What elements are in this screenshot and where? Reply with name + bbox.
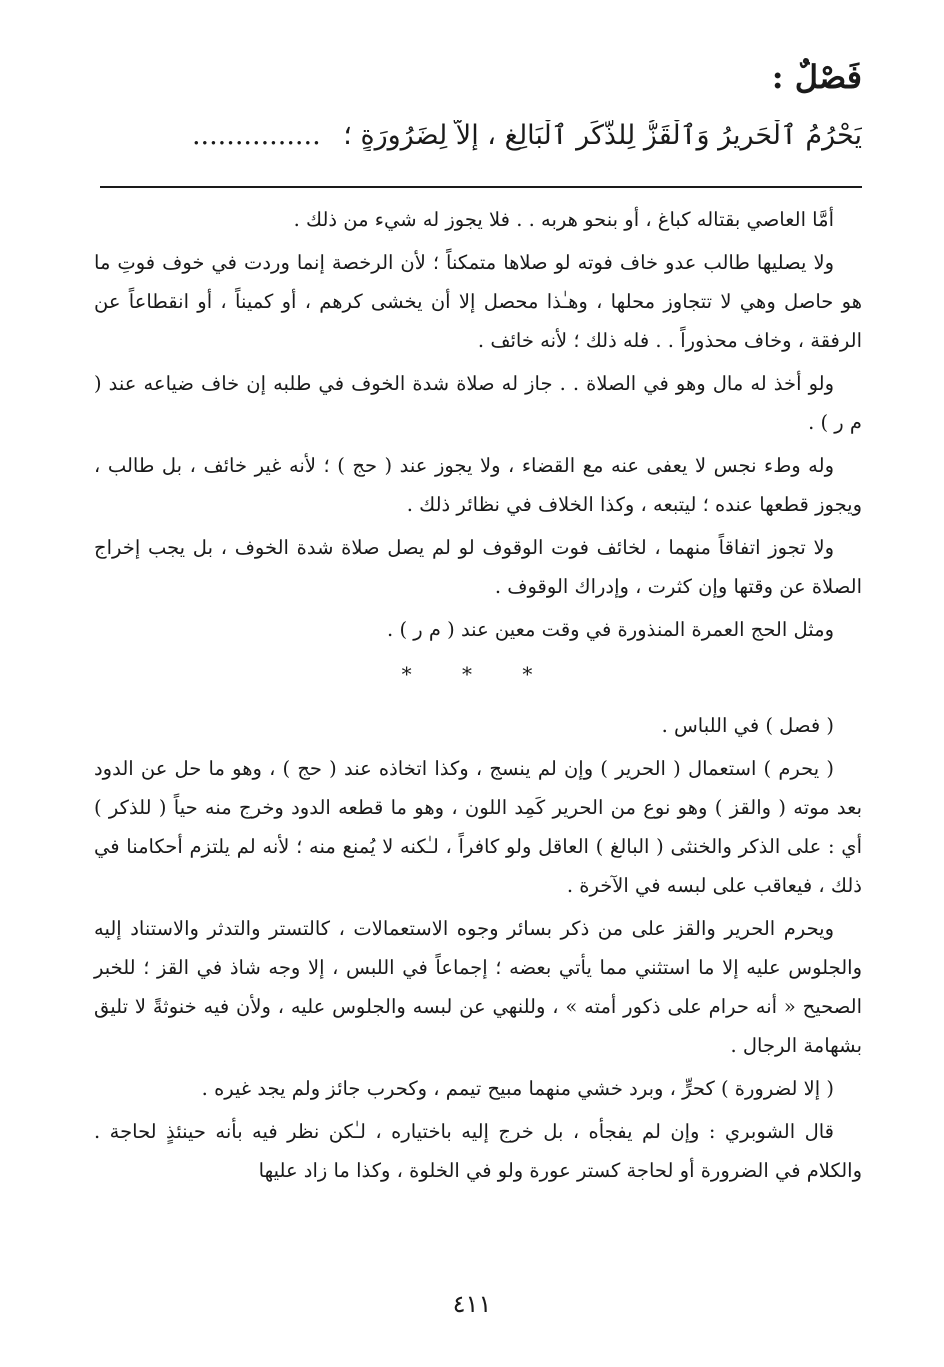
paragraph: ( فصل ) في اللباس . bbox=[661, 714, 834, 737]
paragraph: أمَّا العاصي بقتاله كباغ ، أو بنحو هربه . . فلا يجوز له شيء من ذلك . bbox=[293, 208, 834, 231]
paragraph: وله وطء نجس لا يعفى عنه مع القضاء ، ولا يجوز عند ( حج ) ؛ لأنه غير خائف ، بل طالب ، ويجوز قطعها عنده ؛ ليتبعه ، وكذا الخلاف في نظائر ذلك . bbox=[94, 454, 862, 516]
paragraph: ولو أخذ له مال وهو في الصلاة . . جاز له صلاة شدة الخوف في طلبه إن خاف ضياعه عند ( م ر ) . bbox=[94, 372, 862, 434]
section-separator: * * * bbox=[401, 662, 555, 686]
paragraph: ولا يصليها طالب عدو خاف فوته لو صلاها متمكناً ؛ لأن الرخصة إنما وردت في خوف فوتِ ما هو حاصل وهي لا تتجاوز محلها ، وهـٰذا محصل إلا أن يخشى كرهم ، أو كميناً ، أو انقطاعاً عن الرفقة ، وخاف محذوراً . . فله ذلك ؛ لأنه خائف . bbox=[94, 251, 862, 352]
paragraph: قال الشوبري : وإن لم يفجأه ، بل خرج إليه باختياره ، لـٰكن نظر فيه بأنه حينئذٍ لحاجة . والكلام في الضرورة أو لحاجة كستر عورة ولو في الخلوة ، وكذا ما زاد عليها bbox=[94, 1120, 862, 1182]
section-heading: فَصْلٌ : bbox=[771, 58, 862, 96]
paragraph: ولا تجوز اتفاقاً منهما ، لخائف فوت الوقوف لو لم يصل صلاة شدة الخوف ، بل يجب إخراج الصلاة عن وقتها وإن كثرت ، وإدراك الوقوف . bbox=[94, 536, 862, 598]
paragraph: ( إلا لضرورة ) كحرٍّ ، وبرد خشي منهما مبيح تيمم ، وكحرب جائز ولم يجد غيره . bbox=[201, 1077, 834, 1100]
paragraph: ويحرم الحرير والقز على من ذكر بسائر وجوه الاستعمالات ، كالتستر والتدثر والاستناد إليه والجلوس عليه إلا ما استثني مما يأتي بعضه ؛ إجماعاً في اللبس ، إلا وجه شاذ في القز ؛ للخبر الصحيح « أنه حرام على ذكور أمته » ، وللنهي عن لبسه والجلوس عليه ، ولأن فيه خنوثةً لا تليق بشهامة الرجال . bbox=[94, 917, 862, 1057]
matn-text: يَحْرُمُ ٱلْحَرِيرُ وَٱلْقَزُّ لِلذَّكَرِ ٱلْبَالِغِ ، إِلاَّ لِضَرُورَةٍ ؛ bbox=[343, 120, 862, 151]
page-number: ٤١١ bbox=[452, 1290, 492, 1318]
commentary-body bbox=[94, 200, 862, 1194]
paragraph: ومثل الحج العمرة المنذورة في وقت معين عند ( م ر ) . bbox=[387, 618, 834, 641]
divider-rule bbox=[100, 186, 862, 188]
matn-text-line bbox=[100, 120, 862, 151]
paragraph: ( يحرم ) استعمال ( الحرير ) وإن لم ينسج ، وكذا اتخاذه عند ( حج ) ، وهو ما حل عن الدود بعد موته ( والقز ) وهو نوع من الحرير كَمِد اللون ، وهو ما قطعه الدود وخرج منه حياً ( للذكر ) أي : على الذكر والخنثى ( البالغ ) العاقل ولو كافراً ، لـٰكنه لا يُمنع منه ؛ لأنه لم يلتزم أحكامنا في ذلك ، فيعاقب على لبسه في الآخرة . bbox=[94, 757, 862, 897]
matn-dots: ............... bbox=[191, 120, 321, 151]
